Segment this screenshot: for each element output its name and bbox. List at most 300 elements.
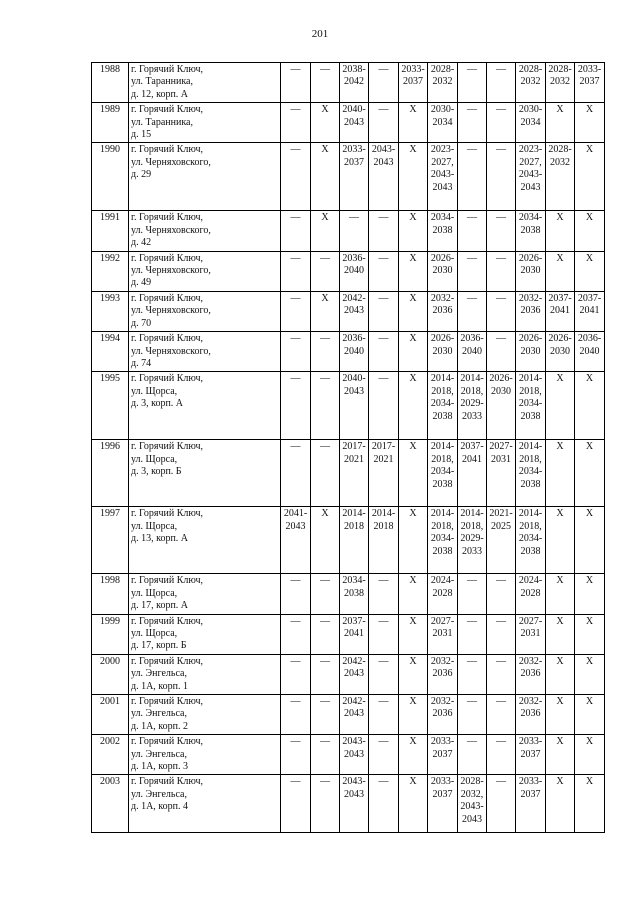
address-line: ул. Щорса, <box>131 520 178 532</box>
period-value: — <box>496 104 506 116</box>
period-cell <box>311 332 340 372</box>
period-value: 2036 <box>432 668 453 680</box>
period-cell <box>458 614 487 654</box>
period-value: 2043 <box>344 116 364 128</box>
period-cell <box>311 694 340 734</box>
period-value: X <box>556 655 564 667</box>
period-value: 2043 <box>285 520 306 532</box>
period-value: 2037- <box>460 441 484 453</box>
period-value: 2033- <box>430 776 455 788</box>
period-value: — <box>320 615 330 627</box>
period-cell <box>516 440 546 507</box>
period-cell <box>281 507 311 574</box>
period-cell <box>428 143 458 211</box>
address-line: д. 15 <box>131 129 152 141</box>
period-cell <box>369 694 399 734</box>
period-cell <box>369 614 399 654</box>
period-value: X <box>409 104 417 116</box>
period-value: 2037- <box>342 615 366 627</box>
period-value: X <box>409 736 417 748</box>
period-cell <box>369 372 399 440</box>
period-value: X <box>585 695 594 707</box>
address-line: г. Горячий Ключ, <box>131 441 203 453</box>
table-row <box>92 211 605 251</box>
period-value: 2027- <box>430 615 455 627</box>
row-number: 2003 <box>92 775 129 833</box>
period-value: 2031 <box>491 453 511 465</box>
period-value: — <box>496 333 506 345</box>
period-value: — <box>378 736 389 748</box>
period-value: 2018, <box>519 453 542 465</box>
period-cell <box>487 507 516 574</box>
address-line: д. 17, корп. А <box>131 600 189 612</box>
period-value: 2032- <box>518 655 543 667</box>
period-value: 2040- <box>342 104 366 116</box>
period-value: — <box>320 736 330 748</box>
period-cell <box>487 103 516 143</box>
period-value: — <box>467 292 477 304</box>
row-number: 1993 <box>92 291 129 331</box>
period-cell <box>340 251 369 291</box>
period-cell <box>458 440 487 507</box>
period-value: 2018 <box>344 520 364 532</box>
period-cell <box>516 372 546 440</box>
period-value: 2032- <box>518 292 543 304</box>
period-cell <box>516 574 546 614</box>
period-value: 2034- <box>518 466 543 478</box>
period-cell <box>516 143 546 211</box>
period-value: X <box>409 373 417 385</box>
period-cell <box>311 372 340 440</box>
period-value: 2041 <box>462 453 482 465</box>
period-cell <box>311 735 340 775</box>
address-line: д. 1А, корп. 4 <box>131 801 189 813</box>
period-value: 2021 <box>344 453 364 465</box>
period-cell <box>575 63 605 103</box>
period-value: X <box>585 508 594 520</box>
period-value: X <box>556 104 564 116</box>
period-value: — <box>320 252 330 264</box>
period-value: — <box>290 373 301 385</box>
period-cell <box>369 654 399 694</box>
period-value: 2040 <box>579 345 600 357</box>
period-cell <box>487 694 516 734</box>
period-cell <box>575 694 605 734</box>
address-line: д. 3, корп. Б <box>131 466 182 478</box>
registry-table <box>91 62 605 833</box>
period-cell <box>369 507 399 574</box>
period-cell <box>546 332 575 372</box>
period-cell <box>575 291 605 331</box>
address-line: д. 29 <box>131 169 152 181</box>
address-line: г. Горячий Ключ, <box>131 615 203 627</box>
period-value: 2018, <box>431 385 454 397</box>
period-value: 2026- <box>489 373 513 385</box>
address-line: г. Горячий Ключ, <box>131 333 203 345</box>
period-cell <box>458 63 487 103</box>
address-line: г. Горячий Ключ, <box>131 292 203 304</box>
period-cell <box>458 291 487 331</box>
period-value: — <box>467 736 477 748</box>
period-value: 2037- <box>577 292 602 304</box>
period-cell <box>575 507 605 574</box>
period-value: — <box>378 776 389 788</box>
period-value: X <box>556 508 564 520</box>
period-value: — <box>467 575 477 587</box>
period-cell <box>428 332 458 372</box>
period-cell <box>340 372 369 440</box>
address-cell <box>129 103 281 143</box>
address-cell <box>129 251 281 291</box>
period-value: 2017- <box>371 441 396 453</box>
period-value: 2040 <box>344 265 364 277</box>
period-value: 2041 <box>579 305 600 317</box>
address-line: г. Горячий Ключ, <box>131 104 203 116</box>
period-cell <box>546 694 575 734</box>
period-value: — <box>496 144 506 156</box>
period-cell <box>399 735 428 775</box>
address-line: д. 17, корп. Б <box>131 640 187 652</box>
period-cell <box>546 775 575 833</box>
period-value: — <box>378 104 389 116</box>
period-cell <box>399 332 428 372</box>
period-value: — <box>378 373 389 385</box>
period-value: — <box>290 212 301 224</box>
period-cell <box>428 775 458 833</box>
period-cell <box>428 291 458 331</box>
period-cell <box>546 372 575 440</box>
address-cell <box>129 291 281 331</box>
row-number: 1996 <box>92 440 129 507</box>
period-cell <box>340 507 369 574</box>
period-cell <box>340 211 369 251</box>
period-cell <box>399 251 428 291</box>
period-value: 2017- <box>342 441 366 453</box>
period-cell <box>546 507 575 574</box>
period-value: X <box>556 736 564 748</box>
address-line: г. Горячий Ключ, <box>131 508 203 520</box>
period-cell <box>399 103 428 143</box>
period-cell <box>428 614 458 654</box>
address-line: ул. Черняховского, <box>131 345 211 357</box>
period-value: X <box>409 695 417 707</box>
period-cell <box>458 372 487 440</box>
period-cell <box>311 211 340 251</box>
table-row <box>92 291 605 331</box>
period-value: 2028 <box>520 587 541 599</box>
period-value: X <box>409 508 417 520</box>
period-cell <box>311 251 340 291</box>
period-cell <box>311 103 340 143</box>
period-cell <box>516 211 546 251</box>
period-cell <box>281 775 311 833</box>
period-cell <box>575 332 605 372</box>
period-value: 2043- <box>342 736 366 748</box>
period-cell <box>311 775 340 833</box>
period-value: 2034- <box>342 575 366 587</box>
period-cell <box>458 507 487 574</box>
period-value: 2031 <box>432 627 453 639</box>
period-cell <box>281 63 311 103</box>
address-cell <box>129 507 281 574</box>
period-value: 2023- <box>430 144 455 156</box>
period-value: 2024- <box>518 575 543 587</box>
period-value: 2043- <box>430 169 455 181</box>
period-value: 2034- <box>430 466 455 478</box>
period-value: — <box>290 575 301 587</box>
period-value: X <box>585 104 594 116</box>
period-cell <box>487 332 516 372</box>
period-cell <box>369 63 399 103</box>
period-value: 2033 <box>462 410 482 422</box>
period-value: — <box>349 212 359 224</box>
period-value: 2032- <box>518 695 543 707</box>
period-cell <box>487 143 516 211</box>
period-value: 2033- <box>518 776 543 788</box>
period-value: 2018, <box>431 453 454 465</box>
period-value: 2043 <box>344 385 364 397</box>
period-value: 2043- <box>371 144 396 156</box>
table-row <box>92 372 605 440</box>
table-row <box>92 735 605 775</box>
period-value: 2034- <box>518 212 543 224</box>
period-value: 2038 <box>520 545 541 557</box>
period-cell <box>399 614 428 654</box>
period-value: — <box>320 776 330 788</box>
table-body <box>92 63 605 833</box>
address-line: ул. Энгельса, <box>131 748 187 760</box>
period-value: 2026- <box>518 333 543 345</box>
period-value: 2042 <box>344 76 364 88</box>
period-value: — <box>378 64 389 75</box>
period-value: 2027, <box>519 156 542 168</box>
period-cell <box>399 211 428 251</box>
period-cell <box>516 63 546 103</box>
period-cell <box>399 775 428 833</box>
period-value: — <box>320 64 330 75</box>
period-cell <box>311 291 340 331</box>
period-value: 2026- <box>430 252 455 264</box>
period-cell <box>311 614 340 654</box>
period-value: 2024- <box>430 575 455 587</box>
period-cell <box>281 332 311 372</box>
period-value: 2037 <box>520 748 541 760</box>
period-value: 2018, <box>460 385 484 397</box>
period-value: 2032 <box>520 76 541 88</box>
period-cell <box>516 291 546 331</box>
period-value: X <box>409 212 417 224</box>
period-value: 2014- <box>430 373 455 385</box>
period-cell <box>575 372 605 440</box>
period-value: X <box>409 333 417 345</box>
address-cell <box>129 332 281 372</box>
period-value: 2037 <box>344 156 364 168</box>
period-value: 2043 <box>344 788 364 800</box>
period-value: 2033- <box>518 736 543 748</box>
period-cell <box>516 614 546 654</box>
period-value: — <box>290 64 301 75</box>
address-line: г. Горячий Ключ, <box>131 655 203 667</box>
period-value: X <box>321 104 329 116</box>
period-value: — <box>290 736 301 748</box>
address-cell <box>129 775 281 833</box>
period-value: 2014- <box>460 373 484 385</box>
period-cell <box>546 143 575 211</box>
period-value: 2038- <box>342 64 366 75</box>
period-value: X <box>556 373 564 385</box>
period-value: X <box>556 776 564 788</box>
period-cell <box>487 291 516 331</box>
period-cell <box>340 775 369 833</box>
period-value: — <box>467 655 477 667</box>
period-value: 2043 <box>344 305 364 317</box>
period-value: 2037 <box>579 76 600 88</box>
period-value: 2034 <box>520 116 541 128</box>
period-cell <box>399 63 428 103</box>
period-value: 2018, <box>431 520 454 532</box>
period-cell <box>487 775 516 833</box>
period-value: — <box>290 333 301 345</box>
table-row <box>92 775 605 833</box>
period-value: 2034- <box>518 398 543 410</box>
table-row <box>92 440 605 507</box>
period-value: X <box>556 441 564 453</box>
period-cell <box>281 211 311 251</box>
period-value: 2025 <box>491 520 511 532</box>
period-value: 2034- <box>430 533 455 545</box>
period-value: 2038 <box>344 587 364 599</box>
period-value: 2036 <box>520 708 541 720</box>
period-cell <box>369 440 399 507</box>
period-cell <box>458 694 487 734</box>
period-value: 2027- <box>518 615 543 627</box>
period-cell <box>546 291 575 331</box>
period-value: X <box>585 615 594 627</box>
period-cell <box>428 440 458 507</box>
address-line: ул. Щорса, <box>131 385 178 397</box>
period-cell <box>516 507 546 574</box>
period-value: X <box>556 695 564 707</box>
period-cell <box>546 654 575 694</box>
address-line: д. 3, корп. А <box>131 398 184 410</box>
period-value: X <box>585 441 594 453</box>
period-value: 2032 <box>432 76 453 88</box>
page-number: 201 <box>311 28 329 40</box>
period-value: — <box>467 615 477 627</box>
address-line: ул. Щорса, <box>131 453 178 465</box>
table-row <box>92 507 605 574</box>
period-cell <box>516 775 546 833</box>
period-value: 2030 <box>550 345 570 357</box>
period-cell <box>428 63 458 103</box>
period-value: X <box>409 575 417 587</box>
period-cell <box>399 291 428 331</box>
period-value: 2036 <box>432 305 453 317</box>
period-value: 2028- <box>518 64 543 75</box>
period-cell <box>428 507 458 574</box>
period-value: 2030 <box>520 345 541 357</box>
period-value: 2032, <box>460 788 484 800</box>
period-cell <box>369 103 399 143</box>
period-cell <box>487 211 516 251</box>
period-value: 2041 <box>550 305 570 317</box>
period-cell <box>428 694 458 734</box>
period-cell <box>516 103 546 143</box>
period-cell <box>546 211 575 251</box>
period-value: X <box>585 144 594 156</box>
address-line: д. 1А, корп. 2 <box>131 720 189 732</box>
period-value: 2028- <box>548 64 572 75</box>
period-value: 2043 <box>373 156 394 168</box>
period-cell <box>428 251 458 291</box>
period-value: — <box>290 655 301 667</box>
period-cell <box>428 103 458 143</box>
period-cell <box>340 143 369 211</box>
period-cell <box>487 614 516 654</box>
period-value: 2037 <box>403 76 423 88</box>
period-cell <box>399 143 428 211</box>
period-value: X <box>409 615 417 627</box>
period-value: 2014- <box>430 441 455 453</box>
period-cell <box>575 735 605 775</box>
period-cell <box>575 654 605 694</box>
period-cell <box>281 574 311 614</box>
period-value: 2026- <box>518 252 543 264</box>
period-cell <box>546 103 575 143</box>
period-value: X <box>409 252 417 264</box>
address-line: г. Горячий Ключ, <box>131 252 203 264</box>
period-cell <box>575 251 605 291</box>
period-cell <box>399 574 428 614</box>
address-line: г. Горячий Ключ, <box>131 776 203 788</box>
period-value: 2028- <box>430 64 455 75</box>
table-row <box>92 103 605 143</box>
period-cell <box>399 507 428 574</box>
address-cell <box>129 694 281 734</box>
period-value: 2036 <box>520 305 541 317</box>
period-value: 2036- <box>460 333 484 345</box>
period-value: 2030 <box>432 265 453 277</box>
period-cell <box>487 372 516 440</box>
period-cell <box>340 291 369 331</box>
period-value: — <box>378 212 389 224</box>
period-value: X <box>556 212 564 224</box>
period-cell <box>281 291 311 331</box>
period-cell <box>340 694 369 734</box>
address-cell <box>129 372 281 440</box>
address-line: г. Горячий Ключ, <box>131 373 203 385</box>
period-cell <box>487 574 516 614</box>
period-cell <box>458 735 487 775</box>
row-number: 1991 <box>92 211 129 251</box>
period-value: 2040- <box>342 373 366 385</box>
period-cell <box>369 775 399 833</box>
period-value: — <box>290 776 301 788</box>
period-value: 2040 <box>344 345 364 357</box>
period-value: 2043 <box>462 813 482 825</box>
period-cell <box>311 440 340 507</box>
period-value: — <box>467 144 477 156</box>
period-cell <box>340 654 369 694</box>
period-cell <box>487 251 516 291</box>
period-value: 2043 <box>432 181 453 193</box>
period-cell <box>281 694 311 734</box>
period-cell <box>458 103 487 143</box>
table-row <box>92 143 605 211</box>
period-cell <box>281 654 311 694</box>
period-cell <box>369 574 399 614</box>
row-number: 1998 <box>92 574 129 614</box>
